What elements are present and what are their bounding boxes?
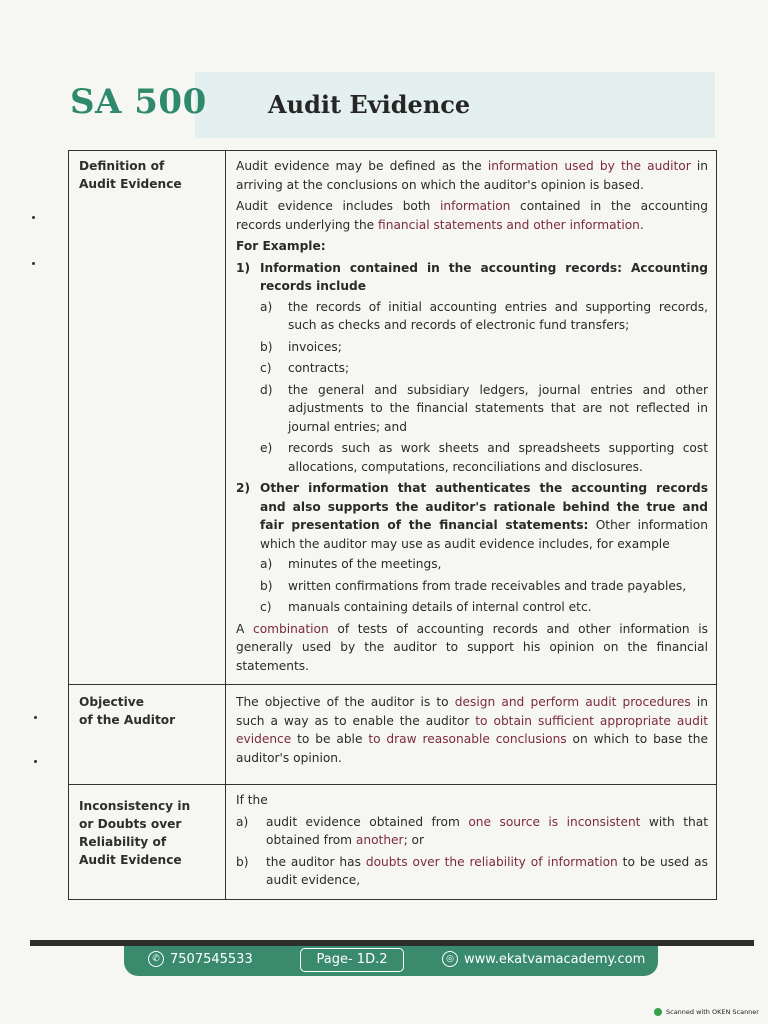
list-item: a) the records of initial accounting entries and supporting records, such as checks and records of electronic fund transfers;	[260, 299, 708, 332]
objective-content	[226, 685, 717, 785]
list-item: e) records such as work sheets and spreadsheets supporting cost allocations, computations, reconciliations and disclosures.	[260, 441, 708, 474]
footer-phone: ✆ 7507545533	[148, 951, 253, 967]
paragraph: Audit evidence includes both information contained in the accounting records underlying the financial statements and other information.	[236, 199, 708, 232]
inconsistency-content	[226, 785, 717, 900]
list-item: a) minutes of the meetings,	[260, 557, 442, 571]
page-title: Audit Evidence	[268, 90, 471, 119]
paragraph: If the	[236, 793, 268, 807]
list-item: c) contracts;	[260, 361, 350, 375]
footer-bar	[124, 946, 658, 976]
list-item: a) audit evidence obtained from one source is inconsistent with that obtained from another; or	[236, 814, 708, 847]
paragraph: Audit evidence may be defined as the information used by the auditor in arriving at the conclusions on which the auditor's opinion is based.	[236, 159, 708, 192]
list-item: 1) Information contained in the accounting records: Accounting records include	[236, 260, 708, 293]
standard-code: SA 500	[70, 82, 207, 122]
margin-dot	[32, 216, 35, 219]
paragraph: A combination of tests of accounting records and other information is generally used by the auditor to support his opinion on the financial statements.	[236, 621, 708, 673]
list-item: b) the auditor has doubts over the reliability of information to be used as audit evidence,	[236, 854, 708, 887]
footer-website: ◎ www.ekatvamacademy.com	[442, 951, 645, 967]
table-row	[69, 151, 717, 685]
phone-icon: ✆	[148, 951, 164, 967]
table-row	[69, 685, 717, 785]
list-item: b) written confirmations from trade receivables and trade payables,	[260, 578, 687, 593]
scanner-logo-icon	[654, 1008, 662, 1016]
table-row	[69, 785, 717, 900]
margin-dot	[34, 760, 37, 763]
list-item: 2) Other information that authenticates the accounting records and also supports the auditor's rationale behind the true and fair presentation of the financial statements: Other information which the auditor may use as audit evidence includes, for example	[236, 481, 708, 551]
margin-dot	[32, 262, 35, 265]
margin-dot	[34, 716, 37, 719]
row-label: Definition of Audit Evidence	[69, 151, 226, 685]
list-item: c) manuals containing details of internal control etc.	[260, 600, 592, 614]
scanner-watermark: Scanned with OKEN Scanner	[654, 1008, 759, 1016]
row-label: Objective of the Auditor	[69, 685, 226, 785]
page-number: Page- 1D.2	[300, 948, 404, 972]
definition-content	[226, 151, 717, 685]
list-item: b) invoices;	[260, 339, 342, 354]
globe-icon: ◎	[442, 951, 458, 967]
list-item: d) the general and subsidiary ledgers, journal entries and other adjustments to the financial statements that are not reflected in journal entries; and	[260, 382, 708, 434]
row-label: Inconsistency in or Doubts over Reliability of Audit Evidence	[69, 785, 226, 900]
audit-evidence-table	[68, 150, 717, 900]
example-heading: For Example:	[236, 239, 326, 253]
paragraph: The objective of the auditor is to design and perform audit procedures in such a way as to enable the auditor to obtain sufficient appropriate audit evidence to be able to draw reasonable conclusions on which to base the auditor's opinion.	[236, 695, 709, 765]
